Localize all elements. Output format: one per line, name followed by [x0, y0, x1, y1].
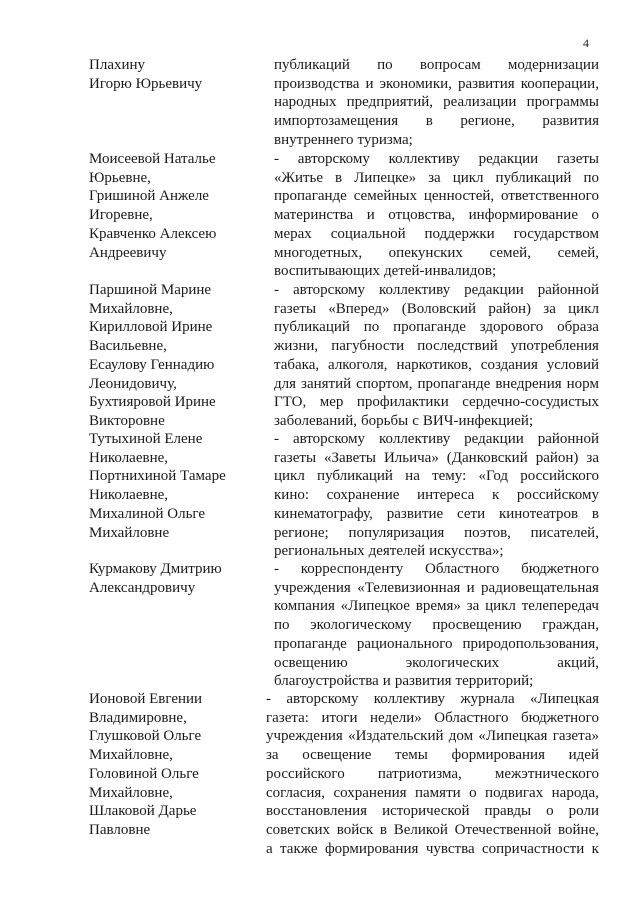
desc-line: за освещение темы формирования идей [266, 747, 599, 764]
desc-line: кинематографу, развитие сети кинотеатров в [274, 505, 599, 522]
name-line: Александровичу [89, 579, 196, 596]
recipient-names [89, 281, 259, 431]
name-line: Андреевичу [89, 244, 167, 261]
name-line: Михайловне, [89, 747, 173, 764]
desc-line: по экологическому просвещению граждан, [274, 617, 599, 634]
name-line: Бухтияровой Ирине [89, 394, 216, 411]
name-line: Кирилловой Ирине [89, 319, 213, 336]
desc-line: - авторскому коллективу журнала «Липецкая [266, 691, 599, 707]
name-line: Владимировне, [89, 709, 187, 726]
desc-line: «Житье в Липецке» за цикл публикаций по [274, 169, 599, 186]
name-line: Михайловне, [89, 300, 173, 317]
desc-line: публикаций по вопросам модернизации [274, 57, 599, 73]
desc-line: благоустройства и развития территорий; [274, 673, 534, 690]
desc-line: пропаганде семейных ценностей, ответственного [274, 188, 599, 205]
desc-line: многодетных, опекунских семей, семей, [274, 244, 599, 261]
name-line: Викторовне [89, 412, 165, 429]
desc-line: газеты «Заветы Ильича» (Данковский район) за [274, 449, 599, 466]
desc-line: - авторскому коллективу редакции районной [274, 431, 599, 447]
desc-line: табака, алкоголя, наркотиков, создания условий [274, 356, 599, 373]
award-description [274, 430, 599, 561]
name-line: Николаевне, [89, 449, 169, 466]
name-line: Юрьевне, [89, 169, 151, 186]
name-line: Михайловне [89, 524, 170, 541]
name-line: Портнихиной Тамаре [89, 468, 226, 485]
desc-line: газета: итоги недели» Областного бюджетного [266, 709, 599, 726]
name-line: Леонидовичу, [89, 375, 177, 392]
name-line: Павловне [89, 821, 151, 838]
desc-line: заболеваний, борьбы с ВИЧ-инфекцией; [274, 412, 534, 429]
desc-line: - авторскому коллективу редакции газеты [274, 151, 599, 167]
recipient-names [89, 56, 259, 93]
desc-line: кино: сохранение интереса к российскому [274, 487, 599, 504]
desc-line: цикл публикаций на тему: «Год российского [274, 468, 599, 485]
recipient-names [89, 150, 259, 262]
award-description [274, 56, 599, 150]
name-line: Головиной Ольге [89, 765, 199, 782]
name-line: Ионовой Евгении [89, 691, 203, 707]
award-description [274, 281, 599, 431]
name-line: Плахину [89, 57, 146, 73]
recipient-names [89, 690, 259, 840]
name-line: Васильевне, [89, 338, 167, 355]
desc-line: производства и экономики, развития кооперации, [274, 75, 599, 92]
desc-line: региональных деятелей искусства»; [274, 543, 504, 560]
name-line: Шлаковой Дарье [89, 803, 197, 820]
name-line: Игорю Юрьевичу [89, 75, 203, 92]
desc-line: регионе; популяризация поэтов, писателей, [274, 524, 599, 541]
recipient-names [89, 560, 259, 597]
desc-line: для занятий спортом, пропаганде внедрения норм [274, 375, 599, 392]
desc-line: пропаганде рационального природопользования, [274, 635, 599, 652]
name-line: Николаевне, [89, 487, 169, 504]
desc-line: согласия, сохранения памяти о подвигах народа, [266, 784, 599, 801]
name-line: Игоревне, [89, 207, 153, 224]
award-description [274, 560, 599, 691]
desc-line: - корреспонденту Областного бюджетного [274, 561, 599, 577]
name-line: Тутыхиной Елене [89, 431, 203, 447]
award-description [274, 150, 599, 281]
desc-line: воспитывающих детей-инвалидов; [274, 263, 497, 280]
page-number: 4 [583, 36, 589, 50]
desc-line: учреждения «Телевизионная и радиовещательная [274, 579, 599, 596]
desc-line: импортозамещения в регионе, развития [274, 113, 599, 130]
name-line: Курмакову Дмитрию [89, 561, 222, 577]
desc-line: материнства и отцовства, информирование о [274, 207, 599, 224]
name-line: Есаулову Геннадию [89, 356, 215, 373]
name-line: Кравченко Алексею [89, 225, 217, 242]
desc-line: советских войск в Великой Отечественной войне, [266, 821, 599, 838]
name-line: Глушковой Ольге [89, 728, 202, 745]
desc-line: компания «Липецкое время» за цикл телепередач [274, 598, 599, 615]
desc-line: ГТО, мер профилактики сердечно-сосудистых [274, 394, 599, 411]
name-line: Михалиной Ольге [89, 505, 206, 522]
recipient-names [89, 430, 259, 542]
award-description [266, 690, 599, 858]
desc-line: мерах социальной поддержки государством [274, 225, 599, 242]
desc-line: а также формирования чувства сопричастности к [266, 840, 599, 857]
name-line: Моисеевой Наталье [89, 151, 216, 167]
desc-line: народных предприятий, реализации программы [274, 94, 599, 111]
name-line: Гришиной Анжеле [89, 188, 209, 205]
desc-line: публикаций по пропаганде здорового образа [274, 319, 599, 336]
name-line: Михайловне, [89, 784, 173, 801]
desc-line: внутреннего туризма; [274, 131, 413, 148]
desc-line: - авторскому коллективу редакции районной [274, 282, 599, 298]
desc-line: освещению экологических акций, [274, 654, 599, 671]
desc-line: восстановления исторической правды о роли [266, 803, 599, 820]
desc-line: российского патриотизма, межэтнического [266, 765, 599, 782]
desc-line: газеты «Вперед» (Воловский район) за цикл [274, 300, 599, 317]
desc-line: жизни, пагубности последствий употребления [274, 338, 599, 355]
desc-line: учреждения «Издательский дом «Липецкая газета» [266, 728, 599, 745]
name-line: Паршиной Марине [89, 282, 212, 298]
